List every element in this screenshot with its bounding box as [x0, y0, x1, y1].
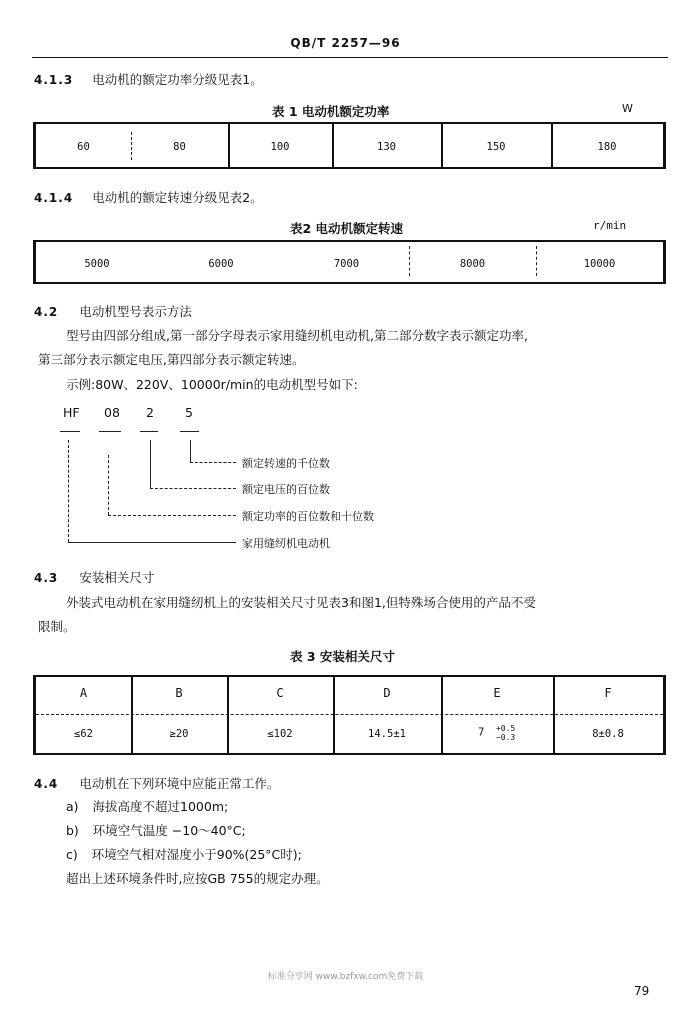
table3-right-border: [663, 675, 666, 755]
connector: [108, 455, 109, 515]
watermark: 标准分享网 www.bzfxw.com免费下载: [267, 972, 424, 982]
model-part-speed: 5: [185, 405, 193, 420]
label-voltage: 额定电压的百位数: [242, 483, 330, 496]
section-4-1-3: [34, 69, 263, 88]
item-mark: c): [66, 847, 78, 862]
table1-cell: 80: [173, 141, 186, 153]
section-number: 4.1.4: [34, 191, 74, 205]
connector: [108, 515, 236, 516]
table1-cell: 150: [486, 141, 506, 153]
section-title: 电动机在下列环境中应能正常工作。: [79, 776, 280, 791]
connector: [190, 462, 236, 463]
section-4-2: [34, 301, 192, 320]
condition-item: [66, 821, 246, 839]
table3-value-cell: ≥20: [169, 728, 189, 740]
table2-bottom-border: [34, 282, 666, 284]
table3-bottom-border: [34, 753, 666, 755]
table3-value-cell: 14.5±1: [368, 728, 406, 740]
section-4-3-paragraph: 限制。: [38, 619, 76, 634]
model-part-voltage: 2: [146, 405, 154, 420]
table3-value-cell: 8±0.8: [592, 728, 624, 740]
label-letters: 家用缝纫机电动机: [242, 537, 330, 550]
table3-header-cell: C: [276, 686, 284, 700]
section-title: 安装相关尺寸: [79, 570, 155, 585]
table3-value-cell: ≤102: [267, 728, 293, 740]
table1-right-border: [663, 122, 666, 169]
table1-cell: 100: [270, 141, 290, 153]
connector: [150, 488, 236, 489]
item-mark: a): [66, 799, 79, 814]
table2-cell: 8000: [459, 258, 486, 270]
section-4-4: [34, 773, 279, 792]
table3-header-cell: E: [493, 686, 501, 700]
table1-cell: 60: [77, 141, 90, 153]
header-rule: [32, 57, 668, 58]
section-title: 电动机型号表示方法: [79, 304, 192, 319]
connector: [68, 542, 236, 543]
label-power: 额定功率的百位数和十位数: [242, 510, 374, 523]
section-4-4-closing: 超出上述环境条件时,应按GB 755的规定办理。: [66, 871, 329, 886]
table1-unit: W: [622, 102, 633, 115]
table3-header-cell: B: [175, 686, 183, 700]
table1-top-border: [34, 122, 666, 124]
table1-bottom-border: [34, 167, 666, 169]
table3-header-cell: D: [383, 686, 391, 700]
table3-value-cell-e: [478, 722, 515, 742]
table1-caption: 表 1 电动机额定功率: [272, 104, 390, 119]
item-text: 环境空气相对湿度小于90%(25°C时);: [91, 847, 302, 862]
section-number: 4.2: [34, 305, 59, 319]
label-speed: 额定转速的千位数: [242, 457, 330, 470]
underline: [99, 431, 121, 432]
table2-cell: 10000: [583, 258, 616, 270]
section-number: 4.1.3: [34, 73, 74, 87]
section-number: 4.4: [34, 777, 59, 791]
section-4-3-paragraph: 外装式电动机在家用缝纫机上的安装相关尺寸见表3和图1,但特殊场合使用的产品不受: [66, 595, 536, 610]
table3-value-cell: ≤62: [74, 728, 93, 740]
table2-cell: 7000: [333, 258, 360, 270]
table3-caption: 表 3 安装相关尺寸: [290, 649, 395, 664]
underline: [140, 431, 158, 432]
table2-right-border: [663, 240, 666, 284]
e-nominal: 7: [478, 726, 485, 739]
model-part-letters: HF: [63, 405, 80, 420]
item-text: 环境空气温度 −10～40°C;: [92, 823, 246, 838]
underline: [180, 431, 199, 432]
connector: [190, 440, 191, 462]
e-tolerance: [496, 724, 515, 742]
section-4-2-paragraph: 第三部分表示额定电压,第四部分表示额定转速。: [38, 352, 305, 367]
table2-top-border: [34, 240, 666, 242]
table2-caption: 表2 电动机额定转速: [290, 221, 404, 236]
underline: [60, 431, 80, 432]
model-part-power: 08: [104, 405, 120, 420]
page-number: 79: [634, 984, 650, 998]
item-text: 海拔高度不超过1000m;: [92, 799, 229, 814]
connector: [68, 440, 69, 542]
item-mark: b): [66, 823, 79, 838]
e-tolerance-lower: −0.3: [495, 732, 516, 742]
section-text: 电动机的额定转速分级见表2。: [92, 190, 263, 205]
section-text: 电动机的额定功率分级见表1。: [92, 72, 263, 87]
table1-cell: 180: [597, 141, 617, 153]
condition-item: [66, 797, 228, 815]
condition-item: [66, 845, 302, 863]
section-number: 4.3: [34, 571, 59, 585]
table2-unit: r/min: [593, 219, 627, 232]
document-code-header: QB/T 2257—96: [290, 36, 401, 50]
table3-header-cell: F: [604, 686, 612, 700]
table3-top-border: [34, 675, 666, 677]
connector: [150, 440, 151, 488]
table1-cell: 130: [377, 141, 396, 153]
section-4-2-example: 示例:80W、220V、10000r/min的电动机型号如下:: [66, 377, 358, 392]
table2-cell: 6000: [208, 258, 234, 270]
table2-cell: 5000: [84, 258, 110, 270]
section-4-1-4: [34, 187, 263, 206]
section-4-2-paragraph: 型号由四部分组成,第一部分字母表示家用缝纫机电动机,第二部分数字表示额定功率,: [66, 328, 528, 343]
e-tolerance-upper: +0.5: [495, 723, 516, 733]
table3-header-cell: A: [79, 686, 88, 700]
section-4-3: [34, 567, 154, 586]
